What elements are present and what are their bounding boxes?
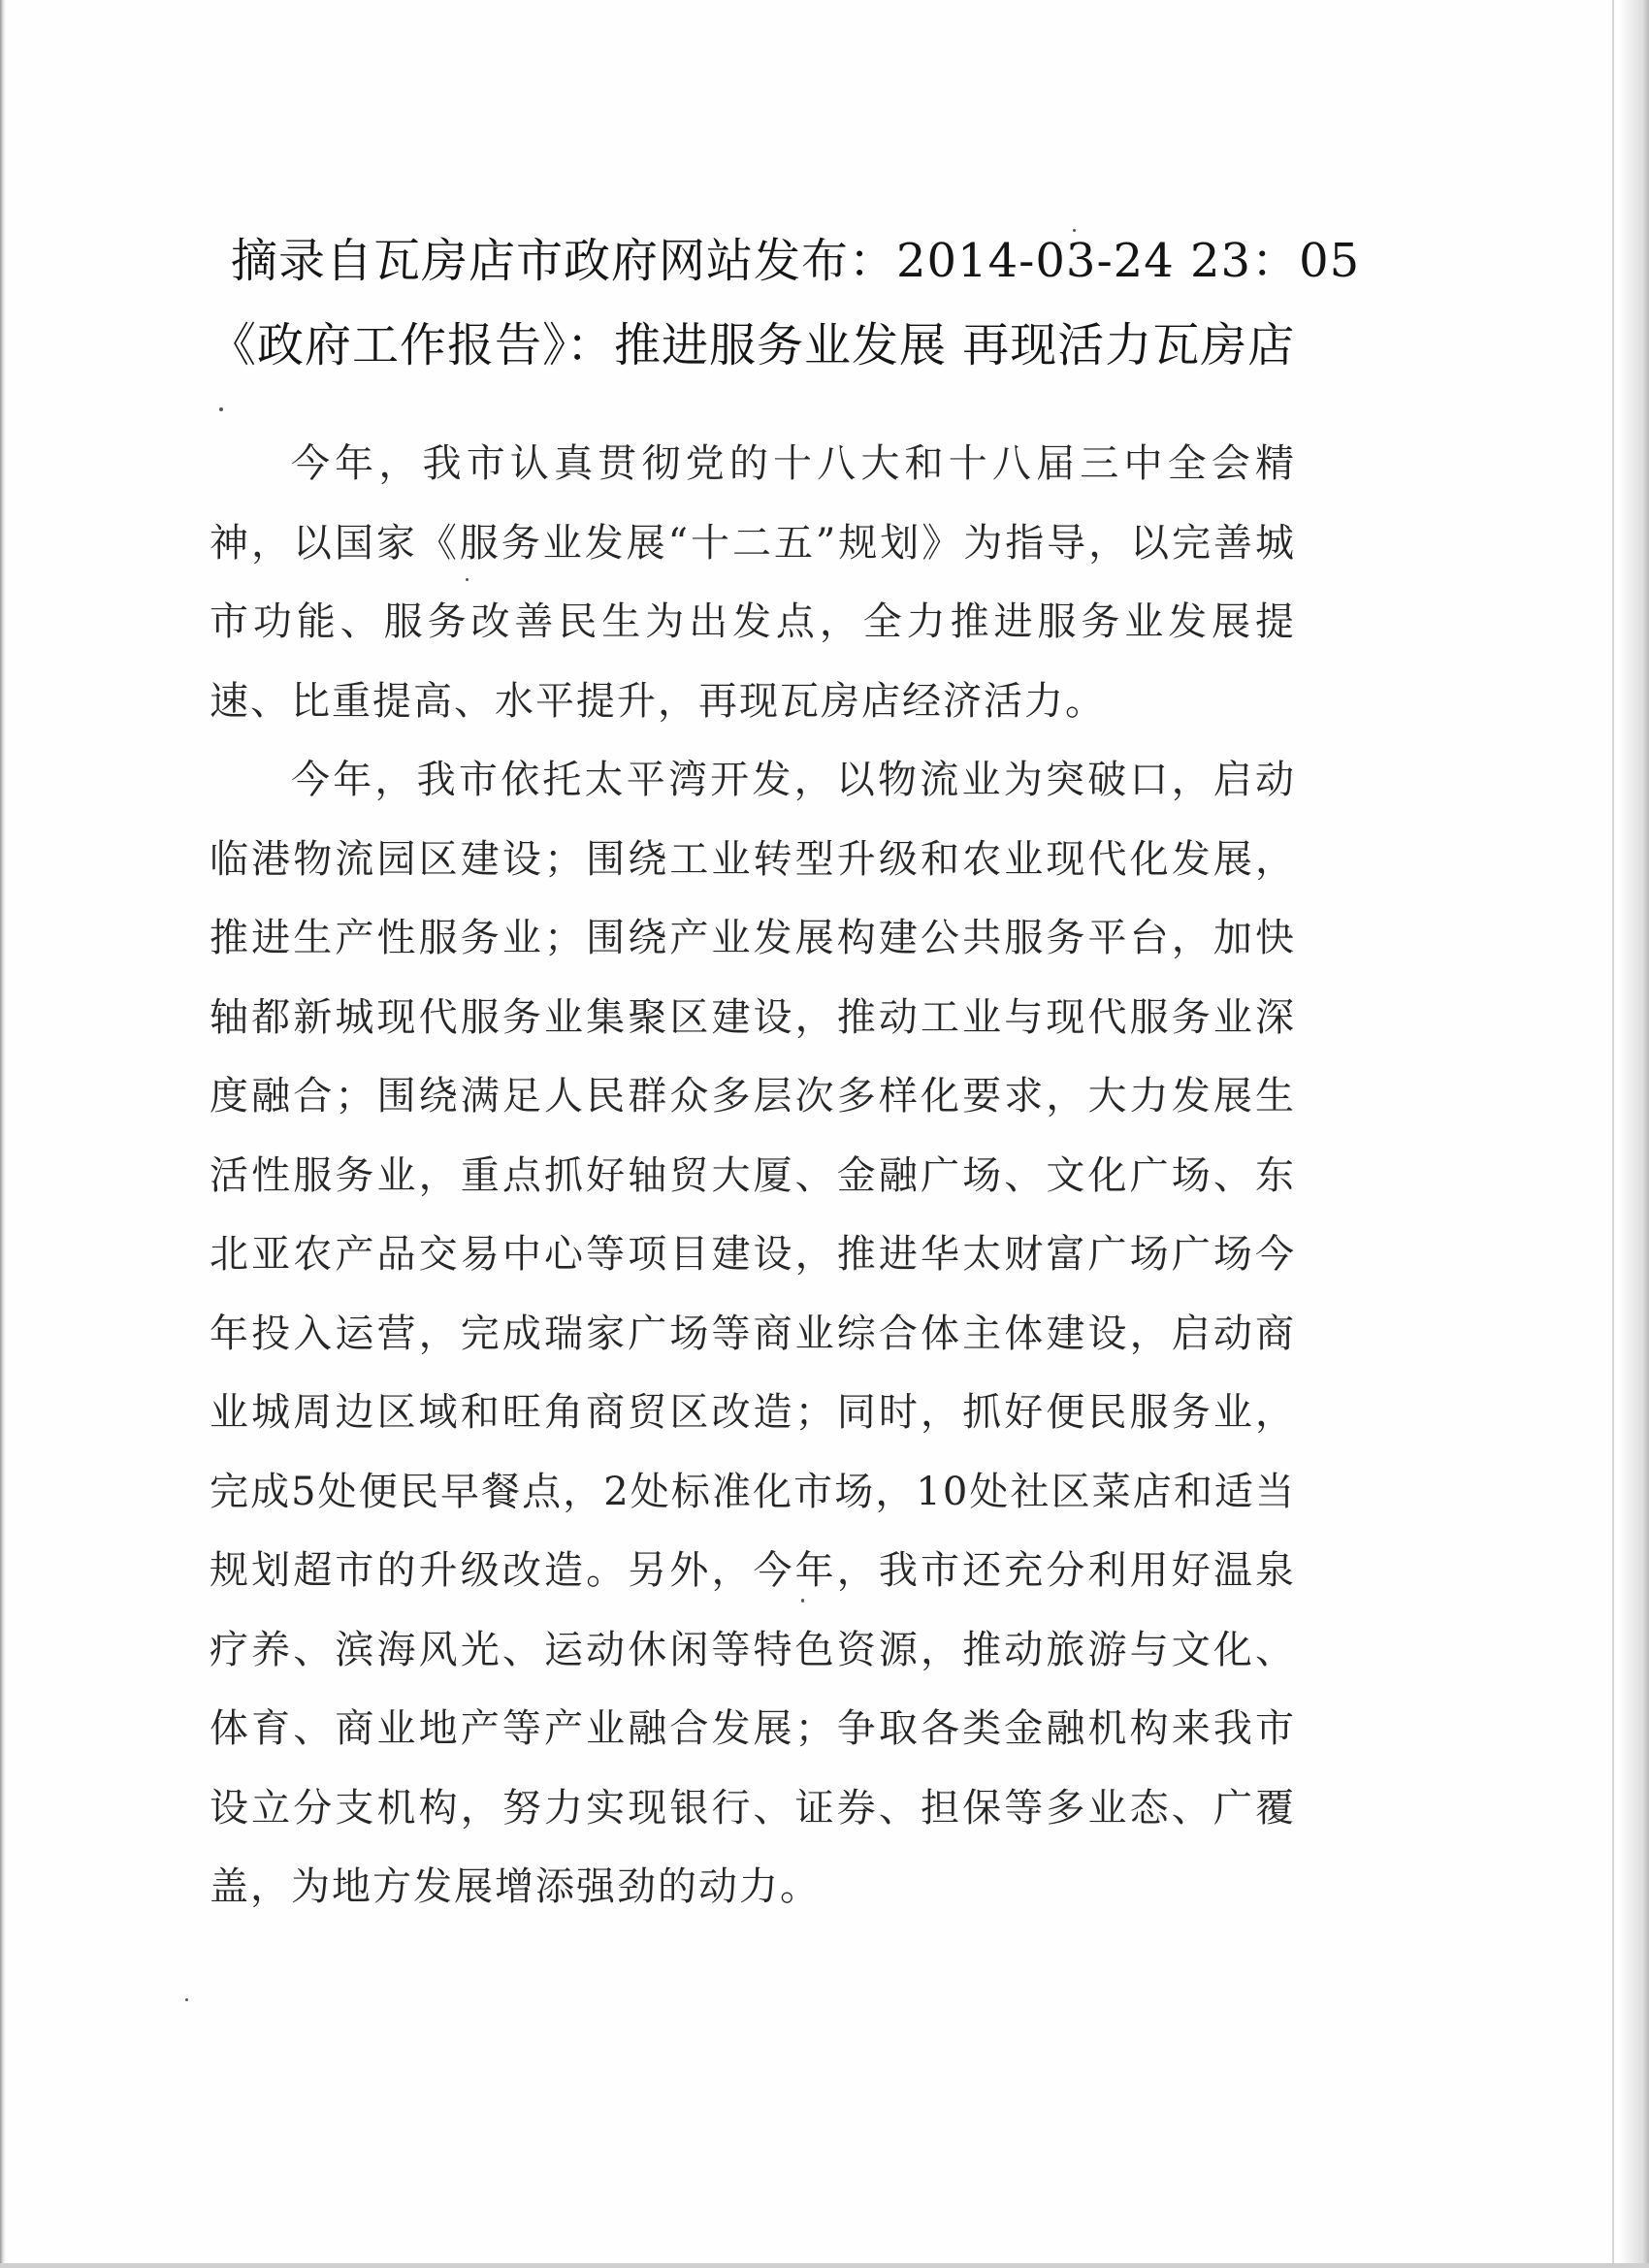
scan-speck	[219, 407, 223, 411]
scan-edge-line	[1612, 0, 1614, 2268]
scan-edge-left	[0, 0, 6, 2268]
scan-edge-right	[1620, 0, 1649, 2268]
scan-speck	[1073, 229, 1076, 232]
source-line: 摘录自瓦房店市政府网站发布：2014-03-24 23：05	[231, 234, 1361, 288]
scan-speck	[185, 1998, 188, 2001]
scan-speck	[801, 1599, 804, 1603]
document-title: 《政府工作报告》：推进服务业发展 再现活力瓦房店	[210, 318, 1296, 373]
paragraph-2: 今年，我市依托太平湾开发，以物流业为突破口，启动临港物流园区建设；围绕工业转型升级和农业现代化发展，推进生产性服务业；围绕产业发展构建公共服务平台，加快轴都新城现代服务业集聚区建设，推动工业与现代服务业深度融合；围绕满足人民群众多层次多样化要求，大力发展生活性服务业，重点抓好轴贸大厦、金融广场、文化广场、东北亚农产品交易中心等项目建设，推进华太财富广场广场今年投入运营，完成瑞家广场等商业综合体主体建设，启动商业城周边区域和旺角商贸区改造；同时，抓好便民服务业，完成5处便民早餐点，2处标准化市场，10处社区菜店和适当规划超市的升级改造。另外，今年，我市还充分利用好温泉疗养、滨海风光、运动休闲等特色资源，推动旅游与文化、体育、商业地产等产业融合发展；争取各类金融机构来我市设立分支机构，努力实现银行、证券、担保等多业态、广覆盖，为地方发展增添强劲的动力。	[210, 758, 1296, 1909]
scan-edge-bottom	[0, 2263, 1649, 2268]
paragraph-1: 今年，我市认真贯彻党的十八大和十八届三中全会精神，以国家《服务业发展“十二五”规划》为指导，以完善城市功能、服务改善民生为出发点，全力推进服务业发展提速、比重提高、水平提升，再现瓦房店经济活力。	[210, 441, 1296, 724]
scan-speck	[466, 578, 469, 581]
